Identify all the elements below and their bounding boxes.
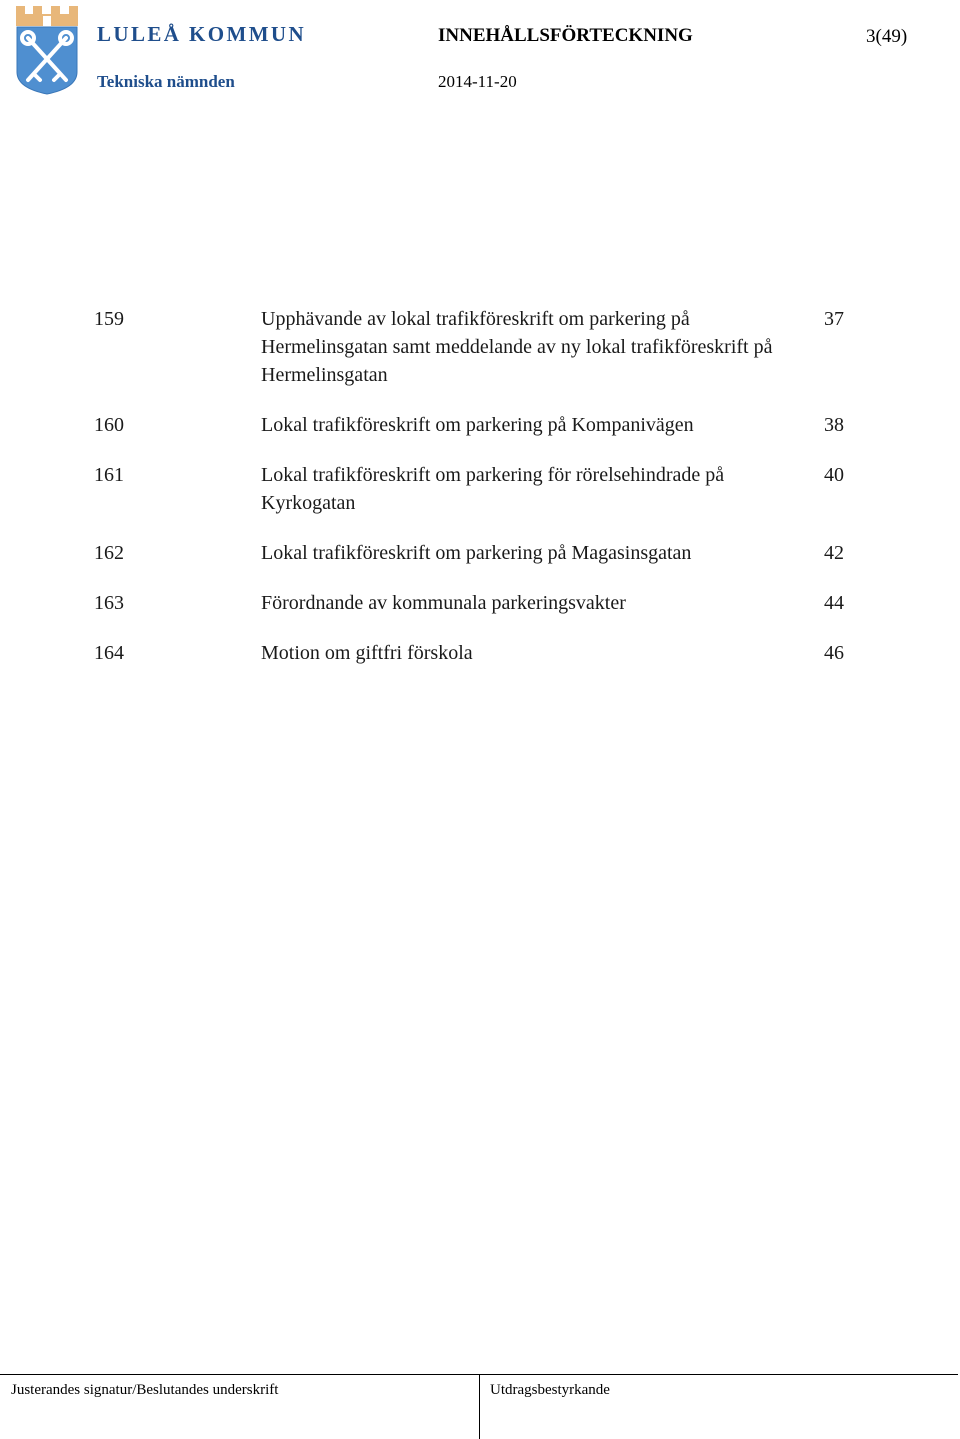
table-of-contents — [94, 305, 844, 689]
toc-entry-number: 163 — [94, 592, 124, 614]
organization-name: LULEÅ KOMMUN — [97, 22, 307, 46]
toc-entry-number: 164 — [94, 642, 124, 664]
toc-entry-title: Upphävande av lokal trafikföreskrift om parkering på Hermelinsgatan samt meddelande av ny lokal trafikföreskrift på Hermelinsgatan — [261, 308, 773, 386]
toc-entry — [94, 305, 844, 389]
toc-entry-number: 159 — [94, 308, 124, 330]
toc-entry-page: 37 — [824, 308, 844, 330]
toc-entry-number: 160 — [94, 414, 124, 436]
toc-entry — [94, 461, 844, 517]
toc-entry-title: Lokal trafikföreskrift om parkering för rörelsehindrade på Kyrkogatan — [261, 464, 725, 514]
toc-entry — [94, 411, 844, 439]
footer-divider — [479, 1374, 480, 1439]
meeting-date: 2014-11-20 — [438, 72, 517, 91]
document-title: INNEHÅLLSFÖRTECKNING — [438, 25, 693, 46]
toc-entry-page: 46 — [824, 642, 844, 664]
toc-entry-number: 162 — [94, 542, 124, 564]
toc-entry-number: 161 — [94, 464, 124, 486]
toc-entry-title: Lokal trafikföreskrift om parkering på Magasinsgatan — [261, 542, 692, 564]
certification-label: Utdragsbestyrkande — [490, 1382, 610, 1398]
toc-entry-page: 38 — [824, 414, 844, 436]
toc-entry-title: Förordnande av kommunala parkeringsvakter — [261, 592, 626, 614]
toc-entry-title: Lokal trafikföreskrift om parkering på Kompanivägen — [261, 414, 694, 436]
toc-entry — [94, 639, 844, 667]
toc-entry-page: 44 — [824, 592, 844, 614]
signature-label: Justerandes signatur/Beslutandes underskrift — [11, 1382, 279, 1398]
committee-name: Tekniska nämnden — [97, 72, 235, 91]
page-number: 3(49) — [866, 26, 908, 47]
lulea-coat-of-arms-icon — [14, 4, 80, 96]
toc-entry — [94, 589, 844, 617]
toc-entry-page: 42 — [824, 542, 844, 564]
toc-entry — [94, 539, 844, 567]
toc-entry-page: 40 — [824, 464, 844, 486]
toc-entry-title: Motion om giftfri förskola — [261, 642, 473, 664]
